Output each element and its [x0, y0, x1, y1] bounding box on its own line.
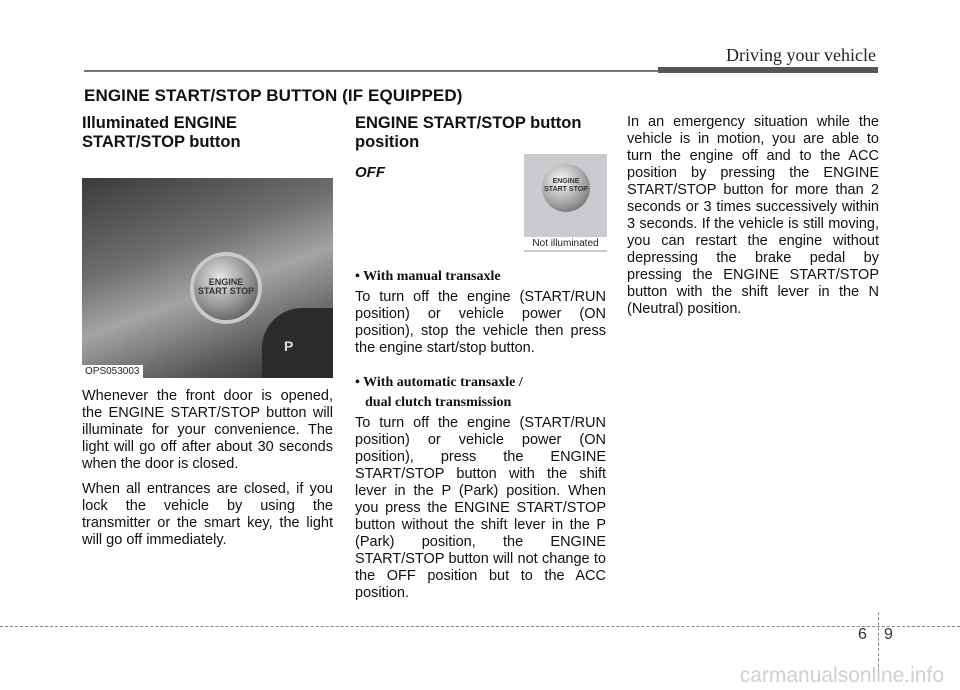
- not-illuminated-image: [524, 154, 607, 252]
- console-photo: [82, 178, 333, 378]
- section-title: ENGINE START/STOP BUTTON (IF EQUIPPED): [84, 86, 463, 105]
- para-manual: To turn off the engine (START/RUN position) or vehicle power (ON position), stop the vehicle then press the engine start/stop button.: [355, 289, 606, 356]
- bullet-manual: • With manual transaxle: [355, 269, 501, 284]
- start-stop-button-image: [542, 164, 590, 212]
- footer-rule: [0, 626, 960, 627]
- bullet-automatic-1: • With automatic transaxle /: [355, 375, 523, 390]
- bullet-automatic-2: dual clutch transmission: [365, 395, 512, 410]
- column-1: [82, 114, 333, 557]
- para-emergency: In an emergency situation while the vehicle is in motion, you are able to turn the engine off and to the ACC position by pressing the ENGINE START/STOP button for more than 2 seconds or 3 times successively within 3 seconds. If the vehicle is still moving, you can restart the engine without depressing the brake pedal by pressing the ENGINE START/STOP button with the shift lever in the N (Neutral) position.: [627, 114, 879, 317]
- para-door-open: Whenever the front door is opened, the ENGINE START/STOP button will illuminate for your convenience. The light will go off after about 30 seconds when the door is closed.: [82, 388, 333, 472]
- start-stop-knob-image: [194, 256, 258, 320]
- knob-label: ENGINE START STOP: [197, 277, 255, 296]
- shift-lever-image: [262, 308, 333, 378]
- para-entrances-closed: When all entrances are closed, if you lock the vehicle by using the transmitter or the smart key, the light will go off immediately.: [82, 481, 333, 548]
- header-accent-bar: [658, 67, 878, 73]
- button-label: ENGINE START STOP: [544, 178, 588, 193]
- page-number: 9: [884, 626, 893, 643]
- column-3: [627, 114, 879, 326]
- chapter-title: Driving your vehicle: [726, 45, 876, 65]
- heading-illuminated: Illuminated ENGINE START/STOP button: [82, 114, 241, 151]
- column-2: [355, 114, 606, 610]
- photo-caption: OPS053003: [82, 365, 143, 378]
- heading-button-position: ENGINE START/STOP button position: [355, 114, 582, 151]
- page-chapter-number: 6: [858, 626, 867, 643]
- watermark: carmanualsonline.info: [739, 664, 944, 687]
- off-label: OFF: [355, 164, 385, 181]
- image-caption: Not illuminated: [524, 237, 607, 250]
- lever-label: P: [284, 338, 294, 354]
- para-automatic: To turn off the engine (START/RUN position) or vehicle power (ON position), press the ENGINE START/STOP button with the shift lever in the P (Park) position. When you press the ENGINE START/STOP button without the shift lever in the P (Park) position, the ENGINE START/STOP button will not change to the OFF position but to the ACC position.: [355, 415, 606, 601]
